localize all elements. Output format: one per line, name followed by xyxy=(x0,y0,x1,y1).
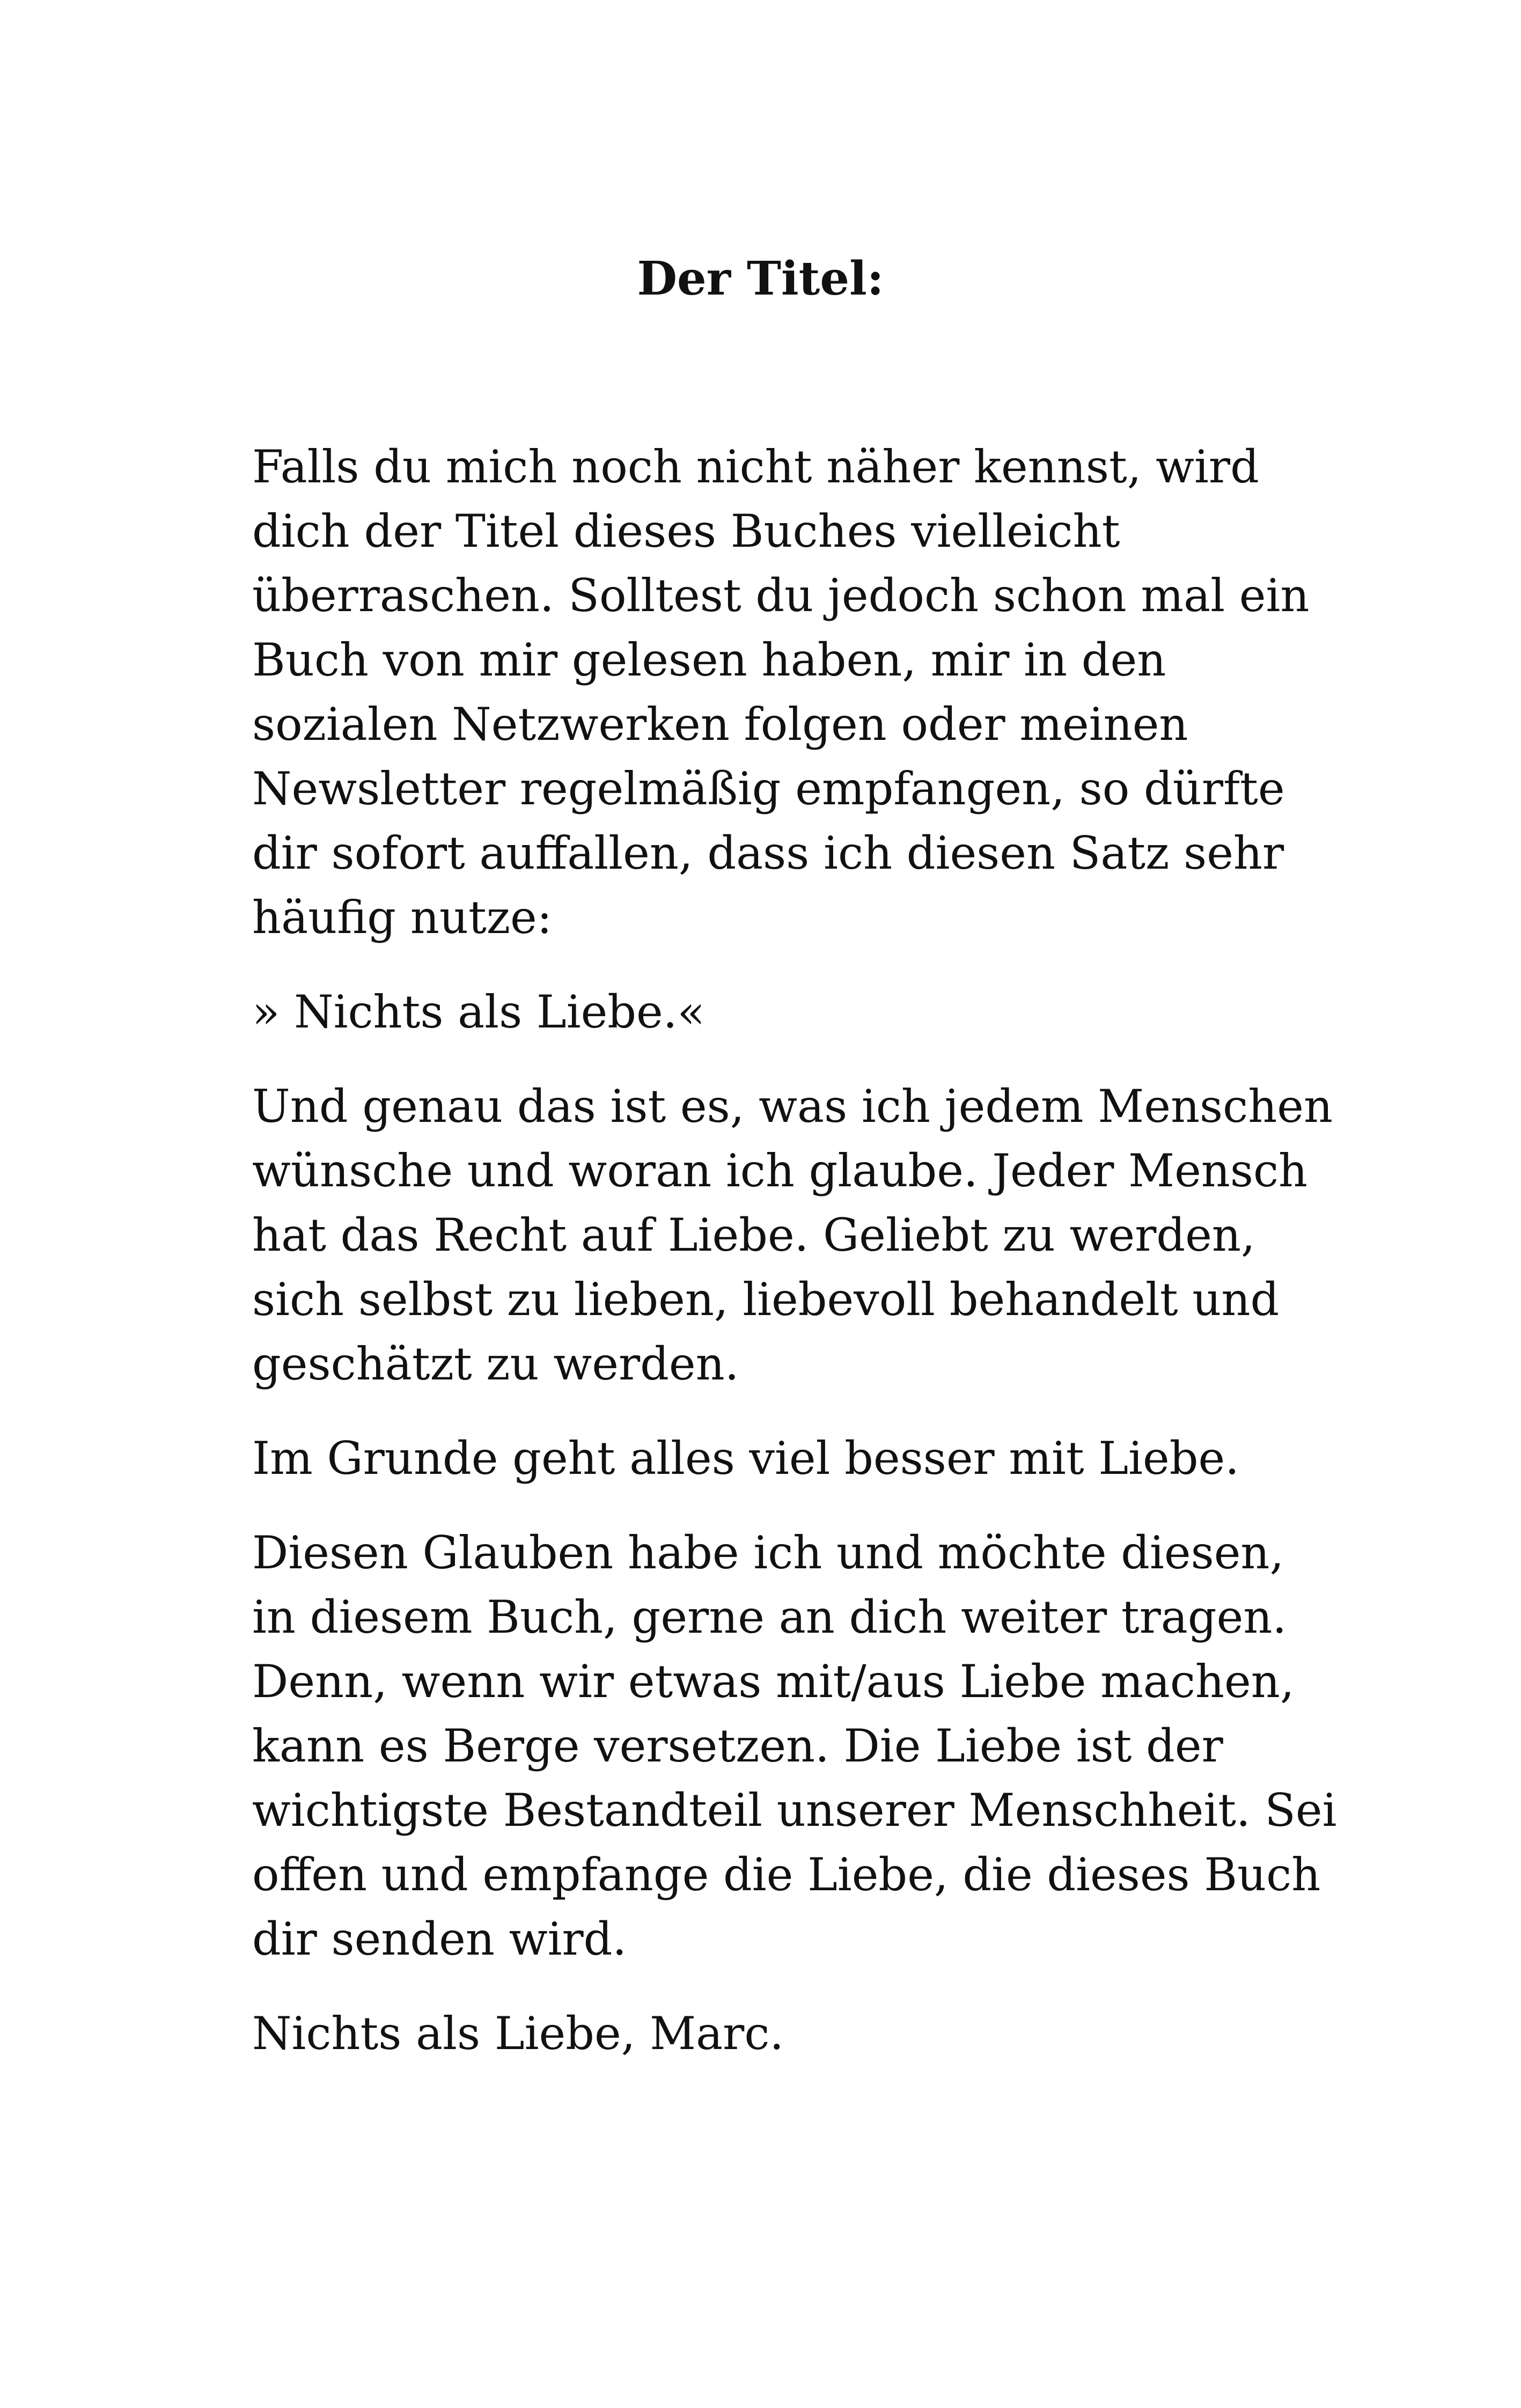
page-title: Der Titel: xyxy=(637,252,884,306)
paragraph-grund xyxy=(252,1426,1282,1491)
text-line: wichtigste Bestandteil unserer Menschheit. Sei xyxy=(252,1784,1337,1837)
text-line: » Nichts als Liebe.« xyxy=(252,986,705,1038)
paragraph-wish xyxy=(252,1074,1333,1396)
text-line: dir senden wird. xyxy=(252,1913,627,1965)
text-line: Denn, wenn wir etwas mit/aus Liebe machen, xyxy=(252,1655,1295,1708)
text-line: geschätzt zu werden. xyxy=(252,1338,739,1390)
text-line: offen und empfange die Liebe, die dieses Buch xyxy=(252,1848,1321,1901)
paragraph-signoff xyxy=(252,2001,1282,2066)
text-line: Nichts als Liebe, Marc. xyxy=(252,2007,784,2060)
text-line: kann es Berge versetzen. Die Liebe ist der xyxy=(252,1720,1223,1772)
text-line: dich der Titel dieses Buches vielleicht xyxy=(252,505,1120,557)
paragraph-intro xyxy=(252,435,1310,950)
text-line: häufig nutze: xyxy=(252,891,553,944)
text-line: Buch von mir gelesen haben, mir in den xyxy=(252,634,1166,686)
text-line: dir sofort auffallen, dass ich diesen Satz sehr xyxy=(252,827,1284,879)
text-line: hat das Recht auf Liebe. Geliebt zu werden, xyxy=(252,1209,1255,1261)
text-line: sozialen Netzwerken folgen oder meinen xyxy=(252,698,1188,751)
text-line: Diesen Glauben habe ich und möchte diesen, xyxy=(252,1526,1284,1579)
text-line: in diesem Buch, gerne an dich weiter tragen. xyxy=(252,1591,1287,1643)
text-line: Falls du mich noch nicht näher kennst, wird xyxy=(252,441,1259,493)
paragraph-glauben xyxy=(252,1521,1337,1971)
paragraph-quote xyxy=(252,980,1282,1044)
text-line: wünsche und woran ich glaube. Jeder Mensch xyxy=(252,1144,1308,1197)
body-text xyxy=(252,435,1337,2096)
text-line: sich selbst zu lieben, liebevoll behandelt und xyxy=(252,1273,1280,1326)
text-line: überraschen. Solltest du jedoch schon mal ein xyxy=(252,569,1310,622)
text-line: Im Grunde geht alles viel besser mit Liebe. xyxy=(252,1432,1239,1485)
text-line: Und genau das ist es, was ich jedem Menschen xyxy=(252,1080,1333,1133)
text-line: Newsletter regelmäßig empfangen, so dürfte xyxy=(252,762,1285,815)
